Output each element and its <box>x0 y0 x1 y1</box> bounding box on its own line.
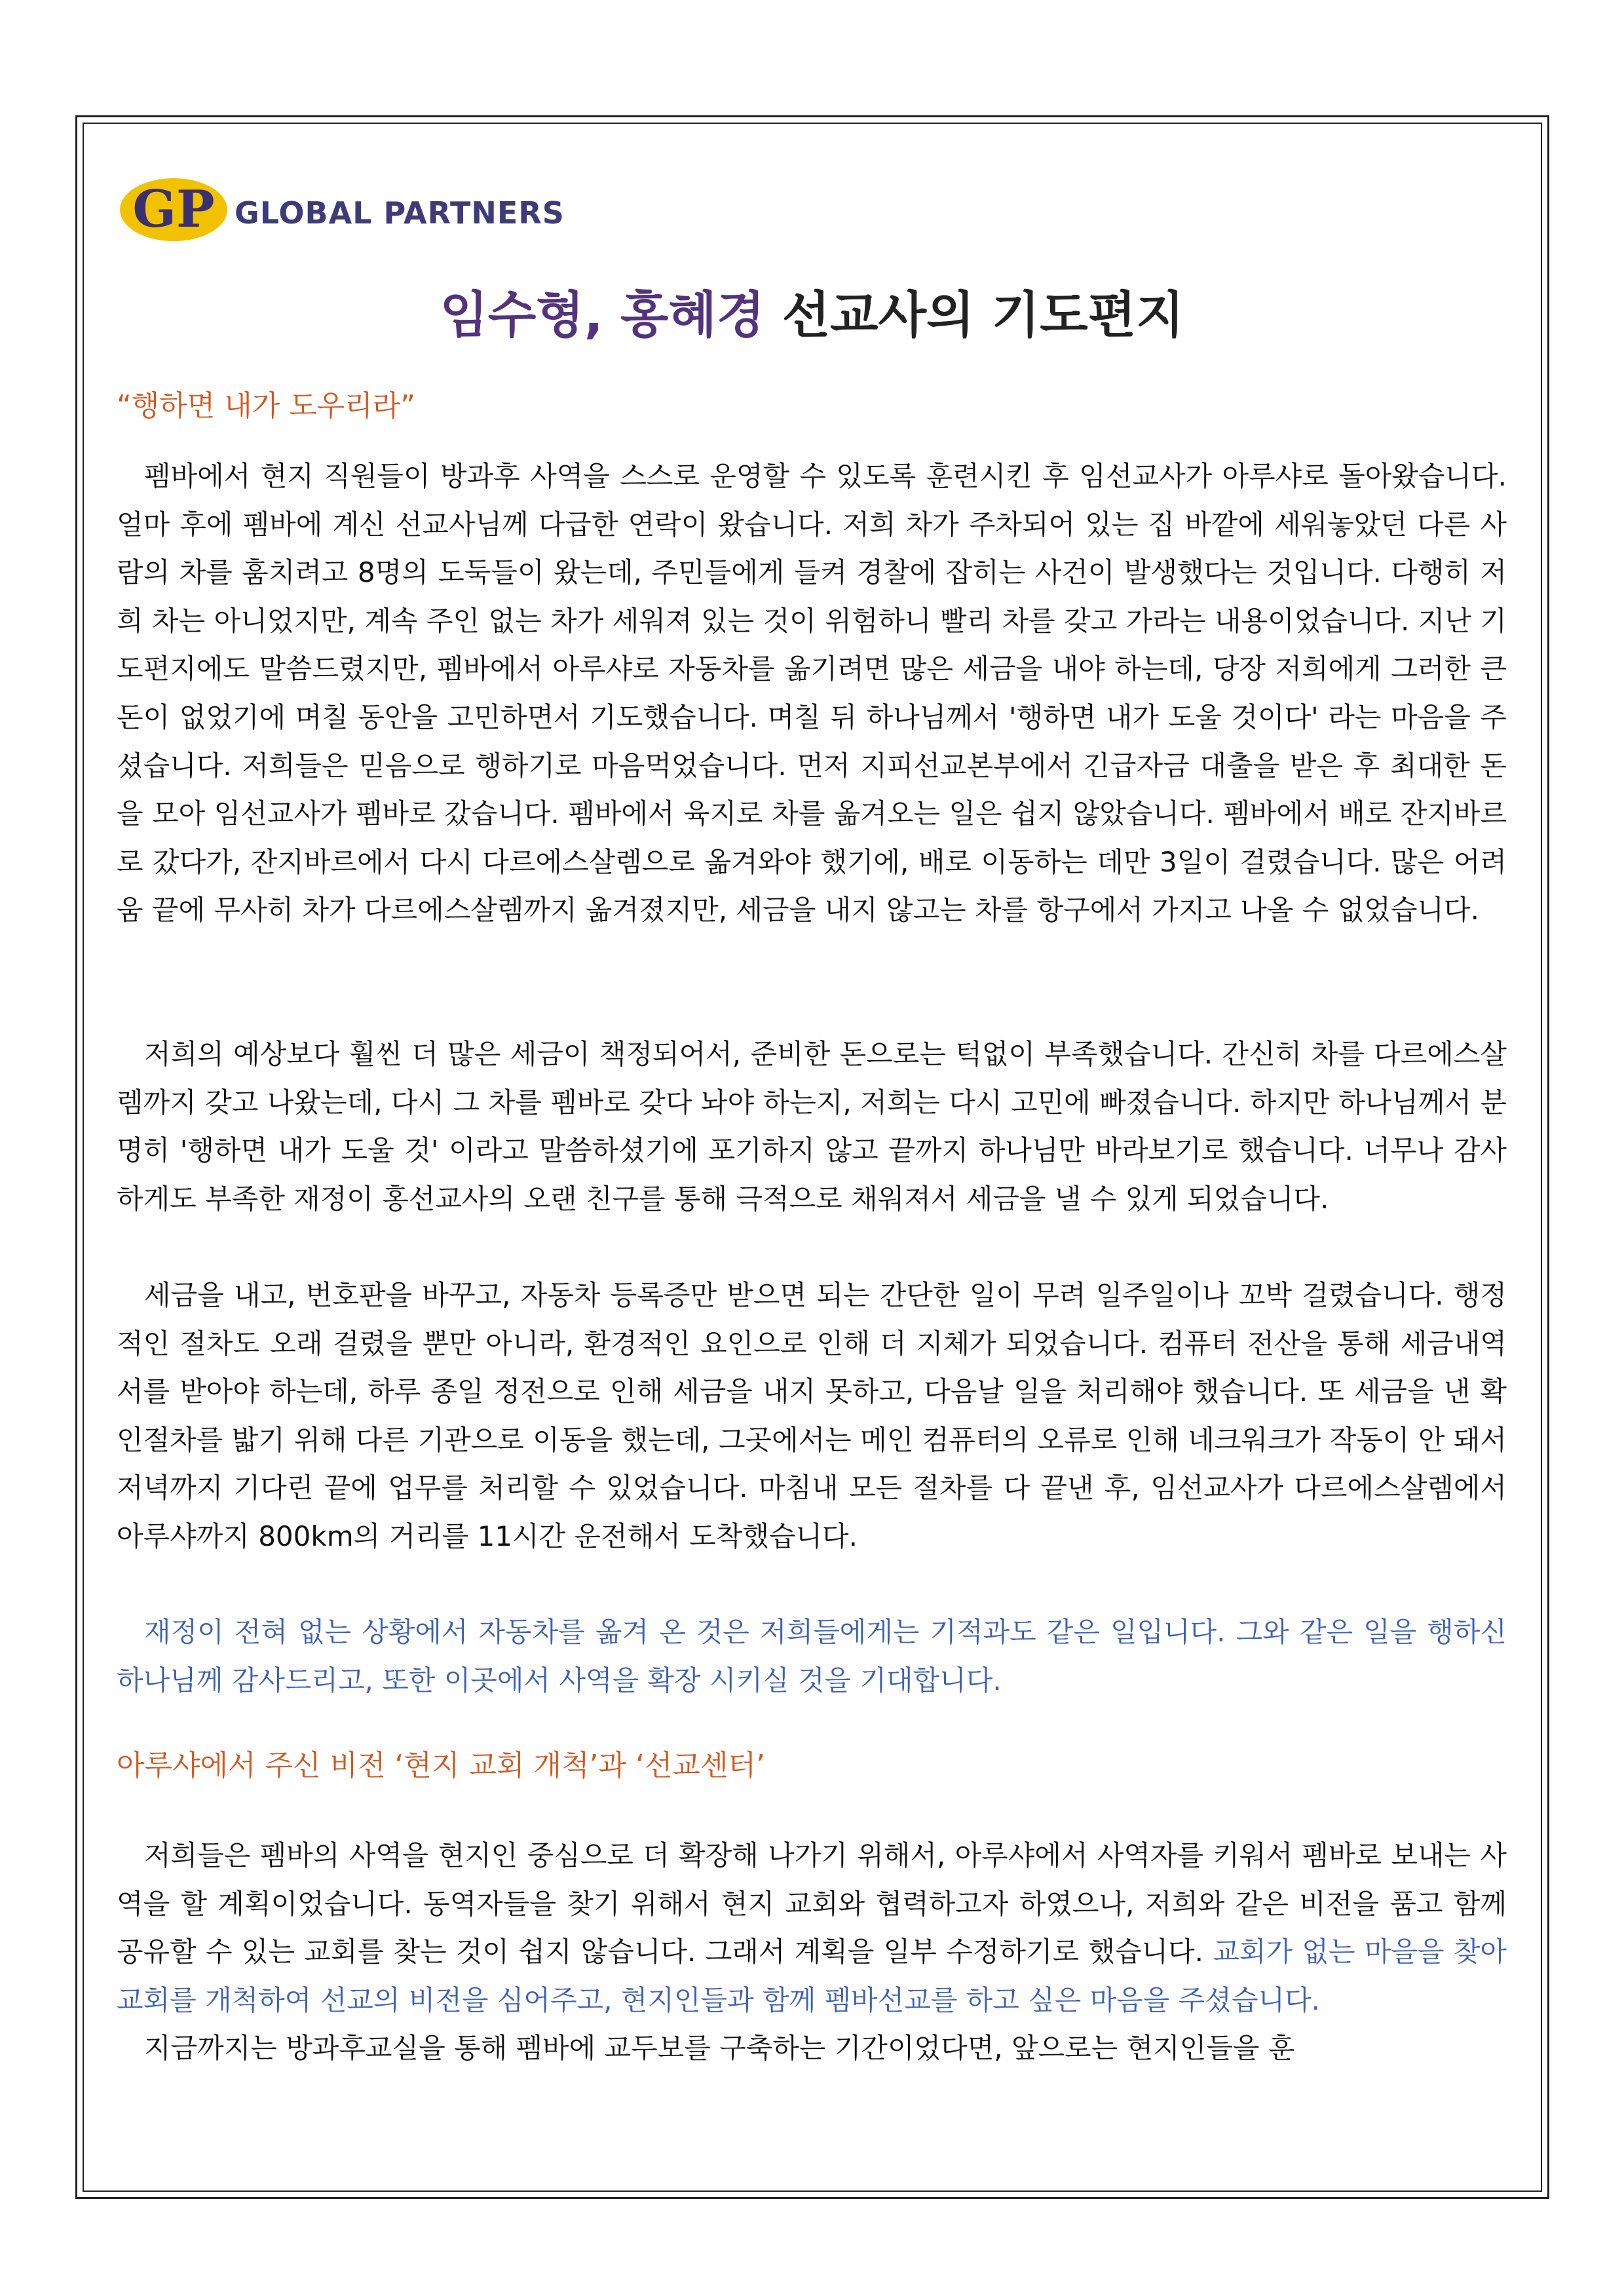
section2-p1-text: 저희들은 펨바의 사역을 현지인 중심으로 더 확장해 나가기 위해서, 아루샤에서 사역자를 키워서 펨바로 보내는 사역을 할 계획이었습니다. 동역자들을 찾기 위해서 현지 교회와 협력하고자 하였으나, 저희와 같은 비전을 품고 함께 공유할 수 있는 교회를 찾는 것이 쉽지 않습니다. 그래서 계획을 일부 수정하기로 했습니다. <box>117 1839 1507 1968</box>
section2-paragraph-2 <box>117 2024 1507 2073</box>
section2-p2-text: 지금까지는 방과후교실을 통해 펨바에 교두보를 구축하는 기간이었다면, 앞으로는 현지인들을 훈 <box>144 2032 1295 2064</box>
section2-p1-highlight: 교회가 없는 마을을 찾아 교회를 개척하여 선교의 비전을 심어주고, 현지인들과 함께 펨바선교를 하고 싶은 마음을 주셨습니다. <box>117 1936 1507 2016</box>
section1-p4-text: 재정이 전혀 없는 상황에서 자동차를 옮겨 온 것은 저희들에게는 기적과도 같은 일입니다. 그와 같은 일을 행하신 하나님께 감사드리고, 또한 이곳에서 사역을 확장 시키실 것을 기대합니다. <box>117 1616 1507 1696</box>
title-names: 임수형, 홍혜경 <box>440 286 765 344</box>
section1-p2-text: 저희의 예상보다 훨씬 더 많은 세금이 책정되어서, 준비한 돈으로는 턱없이 부족했습니다. 간신히 차를 다르에스살렘까지 갖고 나왔는데, 다시 그 차를 펨바로 갖다 놔야 하는지, 저희는 다시 고민에 빠졌습니다. 하지만 하나님께서 분명히 '행하면 내가 도울 것' 이라고 말씀하셨기에 포기하지 않고 끝까지 하나님만 바라보기로 했습니다. 너무나 감사하게도 부족한 재정이 홍선교사의 오랜 친구를 통해 극적으로 채워져서 세금을 낼 수 있게 되었습니다. <box>117 1038 1507 1215</box>
logo-name: GLOBAL PARTNERS <box>235 195 565 231</box>
section1-paragraph-4 <box>117 1608 1507 1704</box>
logo-badge-text: GP <box>132 180 215 239</box>
title-rest: 선교사의 기도편지 <box>765 286 1184 344</box>
page-title <box>0 275 1624 347</box>
gp-badge-icon <box>118 172 229 244</box>
section-heading-1: “행하면 내가 도우리라” <box>117 389 416 423</box>
section1-paragraph-3 <box>117 1271 1507 1561</box>
section1-paragraph-1 <box>117 452 1507 934</box>
section1-p3-text: 세금을 내고, 번호판을 바꾸고, 자동차 등록증만 받으면 되는 간단한 일이 무려 일주일이나 꼬박 걸렸습니다. 행정적인 절차도 오래 걸렸을 뿐만 아니라, 환경적인 요인으로 인해 더 지체가 되었습니다. 컴퓨터 전산을 통해 세금내역서를 받아야 하는데, 하루 종일 정전으로 인해 세금을 내지 못하고, 다음날 일을 처리해야 했습니다. 또 세금을 낸 확인절차를 밟기 위해 다른 기관으로 이동을 했는데, 그곳에서는 메인 컴퓨터의 오류로 인해 네크워크가 작동이 안 돼서 저녁까지 기다린 끝에 업무를 처리할 수 있었습니다. 마침내 모든 절차를 다 끝낸 후, 임선교사가 다르에스살렘에서 아루샤까지 800km의 거리를 11시간 운전해서 도착했습니다. <box>117 1279 1507 1552</box>
logo <box>118 172 565 244</box>
section1-paragraph-2 <box>117 1030 1507 1223</box>
section-heading-2: 아루샤에서 주신 비전 ‘현지 교회 개척’과 ‘선교센터’ <box>117 1749 765 1782</box>
section2-paragraph-1 <box>117 1831 1507 2024</box>
section1-p1-text: 펨바에서 현지 직원들이 방과후 사역을 스스로 운영할 수 있도록 훈련시킨 후 임선교사가 아루샤로 돌아왔습니다. 얼마 후에 펨바에 계신 선교사님께 다급한 연락이 왔습니다. 저희 차가 주차되어 있는 집 바깥에 세워놓았던 다른 사람의 차를 훔치려고 8명의 도둑들이 왔는데, 주민들에게 들켜 경찰에 잡히는 사건이 발생했다는 것입니다. 다행히 저희 차는 아니었지만, 계속 주인 없는 차가 세워져 있는 것이 위험하니 빨리 차를 갖고 가라는 내용이었습니다. 지난 기도편지에도 말씀드렸지만, 펨바에서 아루샤로 자동차를 옮기려면 많은 세금을 내야 하는데, 당장 저희에게 그러한 큰돈이 없었기에 며칠 동안을 고민하면서 기도했습니다. 며칠 뒤 하나님께서 '행하면 내가 도울 것이다' 라는 마음을 주셨습니다. 저희들은 믿음으로 행하기로 마음먹었습니다. 먼저 지피선교본부에서 긴급자금 대출을 받은 후 최대한 돈을 모아 임선교사가 펨바로 갔습니다. 펨바에서 육지로 차를 옮겨오는 일은 쉽지 않았습니다. 펨바에서 배로 잔지바르로 갔다가, 잔지바르에서 다시 다르에스살렘으로 옮겨와야 했기에, 배로 이동하는 데만 3일이 걸렸습니다. 많은 어려움 끝에 무사히 차가 다르에스살렘까지 옮겨졌지만, 세금을 내지 않고는 차를 항구에서 가지고 나올 수 없었습니다. <box>117 460 1507 927</box>
